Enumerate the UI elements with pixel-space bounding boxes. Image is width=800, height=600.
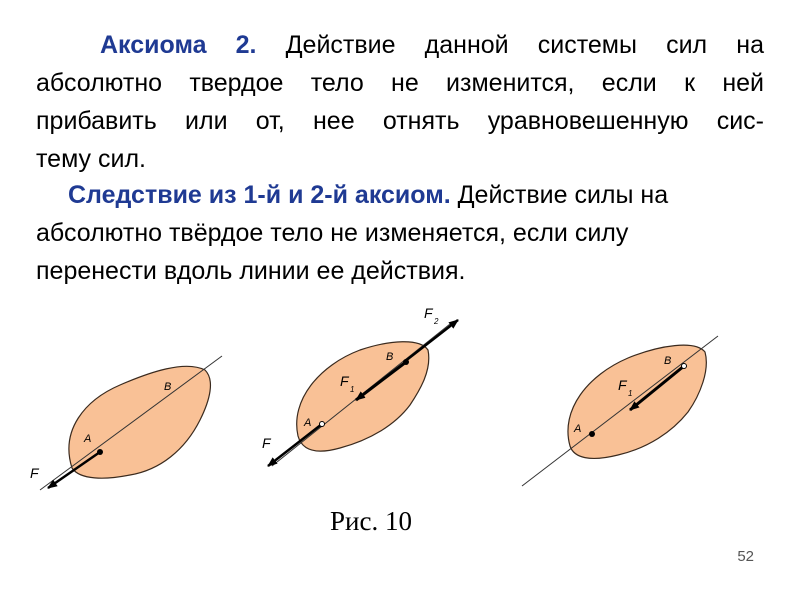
figure-caption: Рис. 10 [330,506,412,536]
label-b-1: B [164,381,172,393]
label-a-3: A [574,423,582,435]
label-b-2: B [386,351,394,363]
label-force-1: F [30,465,39,481]
rigid-body-3 [568,345,706,458]
figure-1 [30,356,222,490]
label-force2 [424,305,439,326]
label-force1-3-main: F [618,377,627,393]
label-a-2: A [304,417,312,429]
page-number: 52 [737,548,754,565]
axiom-line-3: прибавить или от, нее отнять уравновешенную сис- [36,107,764,135]
corollary-line-1-text: Действие силы на [450,181,669,209]
force-arrow-f2 [404,320,458,362]
point-a-3 [589,431,595,437]
label-force2-sub: 2 [434,317,439,326]
corollary-line-3: перенести вдоль линии ее действия. [36,257,466,285]
label-force1-3-sub: 1 [628,389,633,398]
point-a-2 [320,422,325,427]
point-b-2 [403,359,409,365]
corollary-line-2: абсолютно твёрдое тело не изменяется, если силу [36,219,629,247]
label-a-1: A [84,433,92,445]
axiom-line-4: тему сил. [36,145,146,173]
axiom-line-1 [36,26,764,64]
point-a-1 [97,449,103,455]
corollary-title: Следствие из 1-й и 2-й аксиом. [68,181,451,209]
corollary-line-1 [36,176,764,214]
figure-3 [522,336,718,486]
label-force1-2-main: F [340,373,349,389]
label-force1-2-sub: 1 [350,385,355,394]
axiom-paragraph [36,26,764,178]
label-b-3: B [664,355,672,367]
rigid-body-1 [69,366,210,478]
label-force2-main: F [424,305,433,321]
figure-10 [0,290,800,510]
axiom-line-1-text: Действие данной системы сил на [256,31,764,59]
point-b-3 [682,364,687,369]
figure-2 [262,305,458,466]
axiom-line-2: абсолютно твердое тело не изменится, если к ней [36,69,764,97]
corollary-paragraph [36,176,764,290]
label-force-2: F [262,435,271,451]
axiom-title: Аксиома 2. [100,31,257,59]
